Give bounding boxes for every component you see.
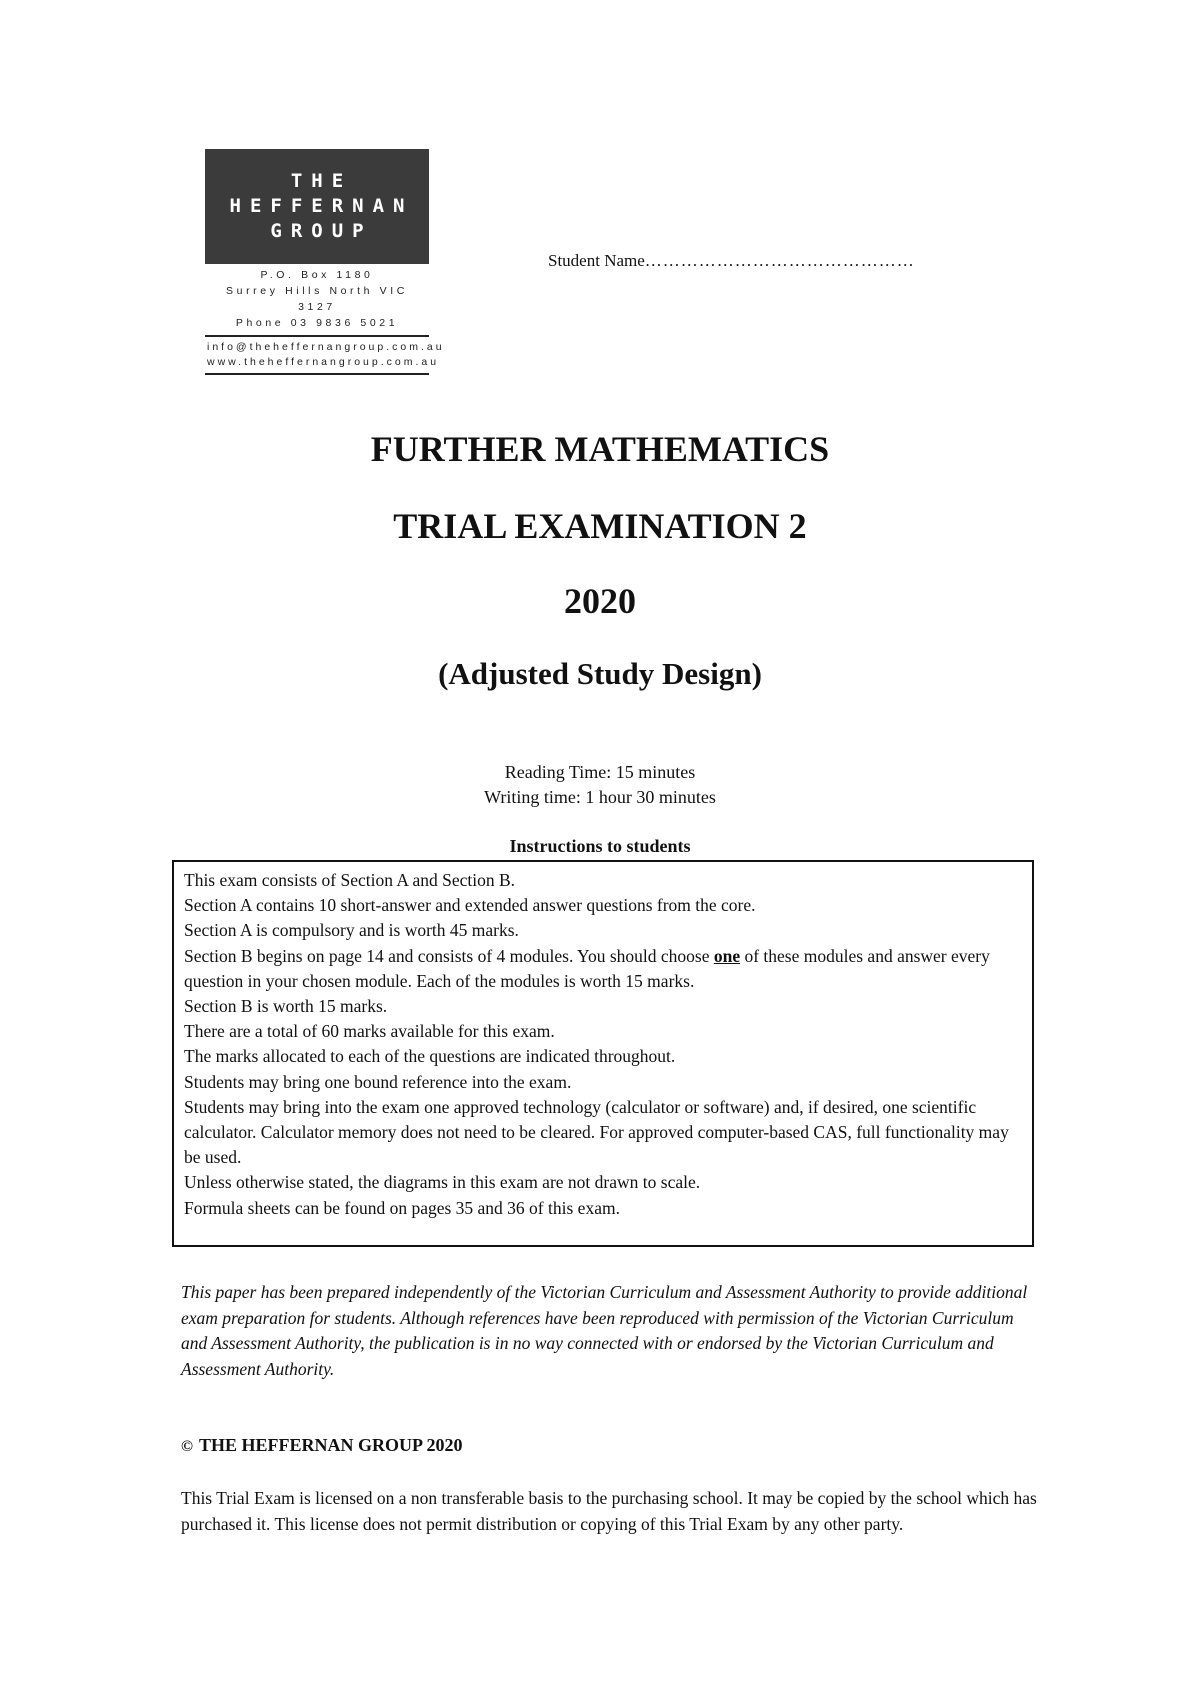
logo-website: www.theheffernangroup.com.au xyxy=(207,356,440,368)
study-design-note: (Adjusted Study Design) xyxy=(438,656,762,691)
logo-divider xyxy=(205,335,429,337)
instruction-line: This exam consists of Section A and Section B. xyxy=(184,870,516,890)
writing-time: Writing time: 1 hour 30 minutes xyxy=(484,787,716,807)
exam-times xyxy=(0,760,1200,810)
instructions-box xyxy=(172,860,1034,1247)
instruction-line: Section B is worth 15 marks. xyxy=(184,996,388,1017)
student-name-label: Student Name xyxy=(548,251,645,270)
instruction-emphasis: one xyxy=(713,945,741,966)
logo-web xyxy=(205,340,445,370)
publisher-logo xyxy=(205,149,445,375)
instruction-line: The marks allocated to each of the questions are indicated throughout. xyxy=(184,1046,676,1067)
exam-title: TRIAL EXAMINATION 2 xyxy=(393,506,807,546)
logo-address xyxy=(205,267,429,331)
instruction-line: Section A is compulsory and is worth 45 marks. xyxy=(184,920,519,941)
logo-line-3: GROUP xyxy=(270,220,373,242)
instruction-text: Section B begins on page 14 and consists of 4 modules. You should choose xyxy=(184,945,714,966)
reading-time: Reading Time: 15 minutes xyxy=(504,762,696,782)
instructions-heading: Instructions to students xyxy=(509,836,691,856)
instruction-text: of these modules and answer every question in your chosen module. Each of the modules is worth 15 marks. xyxy=(184,945,990,991)
exam-year: 2020 xyxy=(564,581,636,621)
logo-box xyxy=(205,149,429,264)
logo-address-line: Surrey Hills North VIC 3127 xyxy=(226,285,408,313)
instruction-line: Unless otherwise stated, the diagrams in this exam are not drawn to scale. xyxy=(184,1172,701,1193)
logo-email: info@theheffernangroup.com.au xyxy=(207,341,445,353)
logo-phone: Phone 03 9836 5021 xyxy=(235,317,399,329)
license-notice: This Trial Exam is licensed on a non transferable basis to the purchasing school. It may be copied by the school which has purchased it. This license does not permit distribution or copying of this Trial Exam by any other party. xyxy=(181,1488,1037,1534)
vcaa-disclaimer: This paper has been prepared independently of the Victorian Curriculum and Assessment Authority to provide additional exam preparation for students. Although references have been reproduced with permission of the Victorian Curriculum and Assessment Authority, the publication is in no way connected with or endorsed by the Victorian Curriculum and Assessment Authority. xyxy=(181,1282,1028,1379)
copyright-icon: © xyxy=(181,1438,193,1455)
logo-line-1: THE xyxy=(290,170,353,192)
instruction-line: Section A contains 10 short-answer and extended answer questions from the core. xyxy=(184,895,756,916)
subject-title: FURTHER MATHEMATICS xyxy=(370,429,830,469)
copyright-notice xyxy=(181,1435,462,1456)
logo-line-2: HEFFERNAN xyxy=(229,195,414,217)
student-name-dots: ……………………………………… xyxy=(644,251,915,270)
instruction-line: Formula sheets can be found on pages 35 and 36 of this exam. xyxy=(184,1197,620,1218)
logo-divider-bottom xyxy=(205,373,429,375)
logo-address-line: P.O. Box 1180 xyxy=(260,269,374,281)
instruction-line: There are a total of 60 marks available for this exam. xyxy=(184,1021,555,1042)
instruction-line: Students may bring one bound reference into the exam. xyxy=(184,1071,572,1092)
instruction-line: Students may bring into the exam one approved technology (calculator or software) and, if desired, one scientific calculator. Calculator memory does not need to be cleared. For approved computer-based CAS, full functionality may be used. xyxy=(184,1096,1009,1168)
instruction-line xyxy=(184,944,1022,994)
copyright-text: THE HEFFERNAN GROUP 2020 xyxy=(198,1435,463,1455)
student-name-field xyxy=(548,251,915,271)
